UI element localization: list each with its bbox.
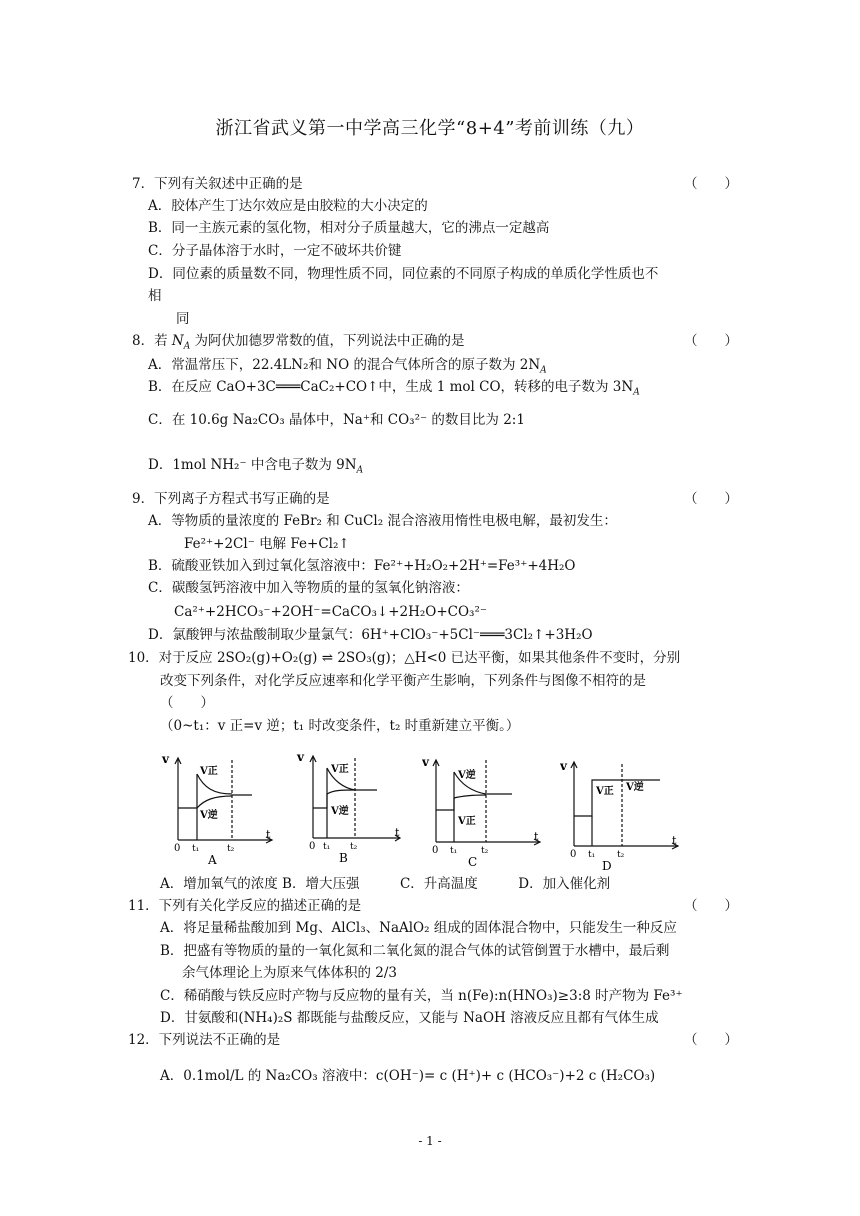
q11-option-c: C．稀硝酸与铁反应时产物与反应物的量有关，当 n(Fe):n(HNO₃)≥3:8 时产物为 Fe³⁺ — [160, 988, 683, 1004]
svg-text:0: 0 — [174, 843, 181, 854]
q11-option-b-cont: 余气体理论上为原来气体体积的 2/3 — [182, 965, 398, 981]
q9-option-c: C．碳酸氢钙溶液中加入等物质的量的氢氧化钠溶液： — [148, 580, 469, 596]
q9-option-a: A．等物质的量浓度的 FeBr₂ 和 CuCl₂ 混合溶液用惰性电极电解，最初发生： — [148, 513, 617, 529]
q8-option-c: C．在 10.6g Na₂CO₃ 晶体中，Na⁺和 CO₃²⁻ 的数目比为 2:1 — [148, 412, 525, 428]
q8-answer-blank: （ ） — [684, 333, 738, 349]
q8-option-b: B．在反应 CaO+3C═══CaC₂+CO↑中，生成 1 mol CO，转移的电子数为 $3N_A$ — [148, 379, 640, 398]
svg-text:V正: V正 — [331, 764, 349, 775]
svg-text:V正: V正 — [200, 766, 218, 777]
svg-text:0: 0 — [570, 849, 577, 860]
q9-option-a-equation: Fe²⁺+2Cl⁻ 电解 Fe+Cl₂↑ — [184, 536, 350, 552]
q10-graph-b-label: B — [339, 851, 348, 865]
q10-stem-line2: 改变下列条件，对化学反应速率和化学平衡产生影响，下列条件与图像不相符的是 — [160, 673, 646, 689]
q12-answer-blank: （ ） — [684, 1032, 738, 1048]
svg-text:t₂: t₂ — [350, 842, 358, 852]
q10-stem-line1: 10．对于反应 2SO₂(g)+O₂(g) ⇌ 2SO₃(g)；△H<0 已达平衡，如果其他条件不变时，分别 — [128, 650, 681, 666]
q9-option-c-equation: Ca²⁺+2HCO₃⁻+2OH⁻=CaCO₃↓+2H₂O+CO₃²⁻ — [174, 604, 488, 620]
svg-text:t₂: t₂ — [227, 844, 235, 854]
q10-graph-d-label: D — [602, 859, 612, 873]
svg-text:V正: V正 — [596, 786, 614, 797]
q10-options: A．增加氧气的浓度 B．增大压强 C．升高温度 D．加入催化剂 — [160, 876, 611, 892]
svg-text:0: 0 — [432, 845, 439, 856]
q10-graph-a-label: A — [208, 853, 217, 867]
q7-answer-blank: （ ） — [684, 176, 738, 192]
q10-answer-blank: （ ） — [160, 695, 214, 711]
q8-option-a: A．常温常压下，22.4LN₂和 NO 的混合气体所含的原子数为 $2N_A$ — [148, 357, 547, 376]
q10-graph-a — [160, 750, 280, 870]
q7-option-a: A．胶体产生丁达尔效应是由胶粒的大小决定的 — [148, 198, 428, 214]
svg-text:V逆: V逆 — [331, 806, 349, 817]
page-number: - 1 - — [418, 1134, 442, 1148]
q11-option-d: D．甘氨酸和(NH₄)₂S 都既能与盐酸反应，又能与 NaOH 溶液反应且都有气体生成 — [160, 1010, 659, 1026]
svg-text:t₁: t₁ — [323, 842, 331, 852]
svg-text:t₁: t₁ — [450, 846, 458, 856]
q7-option-b: B．同一主族元素的氢化物，相对分子质量越大，它的沸点一定越高 — [148, 220, 550, 236]
svg-text:V正: V正 — [458, 816, 476, 827]
svg-text:V逆: V逆 — [626, 782, 644, 793]
svg-text:t: t — [534, 830, 539, 843]
q10-graph-b — [295, 750, 415, 870]
svg-text:v: v — [297, 750, 304, 764]
q11-option-a: A．将足量稀盐酸加到 Mg、AlCl₃、NaAlO₂ 组成的固体混合物中，只能发生一种反应 — [160, 920, 677, 936]
svg-text:t₁: t₁ — [192, 844, 200, 854]
q7-option-d-cont2: 同 — [176, 311, 190, 327]
svg-text:t₂: t₂ — [617, 850, 625, 860]
q9-stem: 9．下列离子方程式书写正确的是 — [132, 491, 330, 507]
svg-text:v: v — [162, 752, 169, 766]
svg-text:t: t — [266, 828, 271, 841]
svg-text:t₁: t₁ — [588, 850, 596, 860]
q8-option-d: D．1mol NH₂⁻ 中含电子数为 $9N_A$ — [148, 457, 364, 476]
q7-option-d: D．同位素的质量数不同，物理性质不同，同位素的不同原子构成的单质化学性质也不 — [148, 266, 659, 282]
q7-option-d-cont1: 相 — [148, 288, 162, 304]
q7-stem: 7．下列有关叙述中正确的是 — [132, 176, 303, 192]
svg-text:V逆: V逆 — [200, 810, 218, 821]
q11-option-b: B．把盛有等物质的量的一氧化氮和二氧化氮的混合气体的试管倒置于水槽中，最后剩 — [160, 943, 670, 959]
svg-text:v: v — [560, 759, 567, 773]
q9-option-d: D．氯酸钾与浓盐酸制取少量氯气：6H⁺+ClO₃⁻+5Cl⁻═══3Cl₂↑+3H₂O — [148, 627, 593, 643]
q11-stem: 11．下列有关化学反应的描述正确的是 — [128, 898, 362, 914]
q10-graph-c-label: C — [468, 855, 478, 869]
q11-answer-blank: （ ） — [684, 898, 738, 914]
svg-text:V逆: V逆 — [458, 770, 476, 781]
svg-text:v: v — [422, 755, 429, 769]
q10-graph-d — [560, 750, 690, 875]
q12-stem: 12．下列说法不正确的是 — [128, 1032, 281, 1048]
q10-note: （0~t₁：v 正=v 逆；t₁ 时改变条件，t₂ 时重新建立平衡。） — [160, 718, 520, 734]
q8-stem: 8．若 $N_A$ 为阿伏加德罗常数的值，下列说法中正确的是 — [132, 333, 465, 352]
q7-option-c: C．分子晶体溶于水时，一定不破坏共价键 — [148, 243, 402, 259]
page-title: 浙江省武义第一中学高三化学“8+4”考前训练（九） — [215, 118, 645, 139]
q9-option-b: B．硫酸亚铁加入到过氧化氢溶液中：Fe²⁺+H₂O₂+2H⁺=Fe³⁺+4H₂O — [148, 558, 576, 574]
svg-text:t: t — [672, 834, 677, 847]
svg-text:0: 0 — [309, 841, 316, 852]
q12-option-a: A．0.1mol/L 的 Na₂CO₃ 溶液中：c(OH⁻)= c (H⁺)+ c (HCO₃⁻)+2 c (H₂CO₃) — [160, 1068, 656, 1084]
q9-answer-blank: （ ） — [684, 491, 738, 507]
svg-text:t: t — [395, 826, 400, 839]
svg-text:t₂: t₂ — [481, 846, 489, 856]
q10-graph-c — [422, 750, 552, 870]
